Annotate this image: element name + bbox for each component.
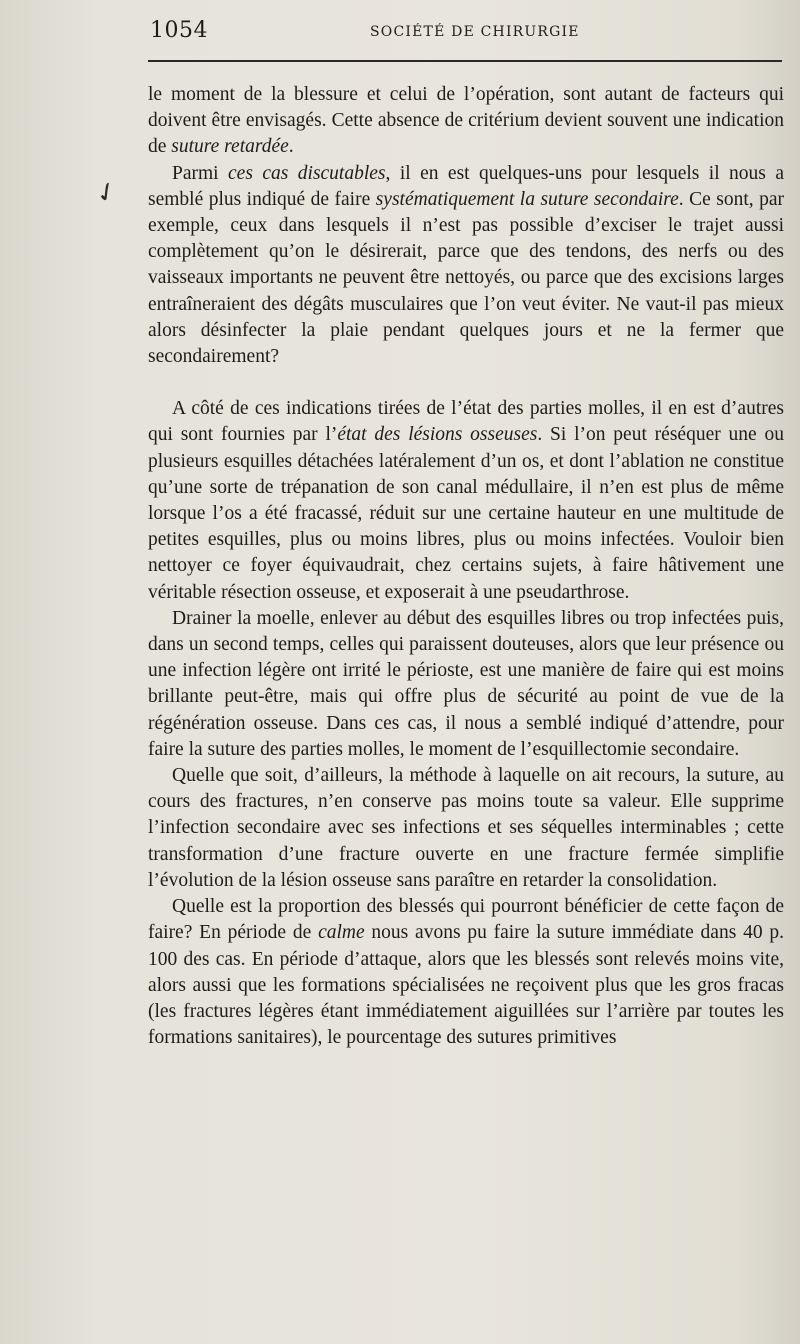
text-segment: nous avons pu faire la suture immédiate dans 40 p. 100 des cas. En période d’attaque, alors que les blessés sont relevés moins vite, alors aussi que les formations spécialisées ne reçoivent plus que les gros fracas (les fractures légères étant immédiatement aiguillées sur l’arrière par toutes les formations sanitaires), le pourcentage des sutures primitives — [148, 922, 784, 1049]
text-segment: . Ce sont, par exemple, ceux dans lesquels il n’est pas possible d’exciser le trajet aussi complètement qu’on le désirerait, parce que des tendons, des nerfs ou des vaisseaux importants ne peuvent être nettoyés, ou parce que des excisions larges entraîneraient des dégâts musculaires que l’on veut éviter. Ne vaut-il pas mieux alors désinfecter la plaie pendant quelques jours et ne la fermer que secondairement? — [148, 188, 784, 368]
italic-text: ces cas discutables — [228, 162, 386, 184]
text-segment: Drainer la moelle, enlever au début des esquilles libres ou trop infectées puis, dans un second temps, celles qui paraissent douteuses, alors que leur présence ou une infection légère ont irrité le périoste, est une manière de faire qui est moins brillante peut-être, mais qui offre plus de sécurité au point de vue de la régénération osseuse. Dans ces cas, il nous a semblé indiqué d’attendre, pour faire la suture des parties molles, le moment de l’esquillectomie secondaire. — [148, 607, 784, 760]
text-segment: le moment de la blessure et celui de l’opération, sont autant de facteurs qui doivent être envisagés. Cette absence de critérium devient souvent une indication de — [148, 84, 784, 158]
paragraph — [148, 763, 784, 894]
text-segment: A côté de ces indications tirées de l’état des parties molles, il en est d’autres qui sont fournies par l’ — [148, 398, 784, 446]
italic-text: systématiquement la suture secondaire — [375, 188, 679, 210]
text-segment: . Si l’on peut réséquer une ou plusieurs esquilles détachées latéralement d’un os, et dont l’ablation ne constitue qu’une sorte de trépanation de son canal médullaire, il n’en est plus de même lorsque l’os a été fracassé, réduit sur une certaine hauteur en une multitude de petites esquilles, plus ou moins libres, plus ou moins infectées. Vouloir bien nettoyer ce foyer équivaudrait, chez certains sujets, à faire hâtivement une véritable résection osseuse, et exposerait à une pseudarthrose. — [148, 424, 784, 603]
body-text — [148, 82, 784, 1051]
journal-title: SOCIÉTÉ DE CHIRURGIE — [370, 24, 580, 40]
header-rule — [148, 60, 782, 62]
text-segment: , il en est quelques-uns pour lesquels il nous a semblé plus indiqué de faire — [148, 162, 784, 210]
italic-text: suture retardée — [171, 136, 289, 158]
paragraph — [148, 82, 784, 161]
paragraph — [148, 161, 784, 371]
running-head — [148, 18, 788, 46]
paragraph — [148, 396, 784, 606]
italic-text: état des lésions osseuses — [337, 424, 538, 446]
text-segment: Parmi — [172, 162, 229, 184]
text-segment: . — [288, 136, 294, 158]
text-segment: Quelle est la proportion des blessés qui pourront bénéficier de cette façon de faire? En période de — [148, 896, 784, 944]
margin-check-mark: ✓ — [90, 174, 124, 212]
paragraph — [148, 894, 784, 1051]
text-segment: Quelle que soit, d’ailleurs, la méthode à laquelle on ait recours, la suture, au cours des fractures, n’en conserve pas moins toute sa valeur. Elle supprime l’infection secondaire avec ses infections et ses séquelles interminables ; cette transformation d’une fracture ouverte en une fracture fermée simplifie l’évolution de la lésion osseuse sans paraître en retarder la consolidation. — [148, 765, 784, 891]
italic-text: calme — [318, 922, 365, 944]
paragraph — [148, 606, 784, 763]
page-number: 1054 — [150, 18, 208, 43]
